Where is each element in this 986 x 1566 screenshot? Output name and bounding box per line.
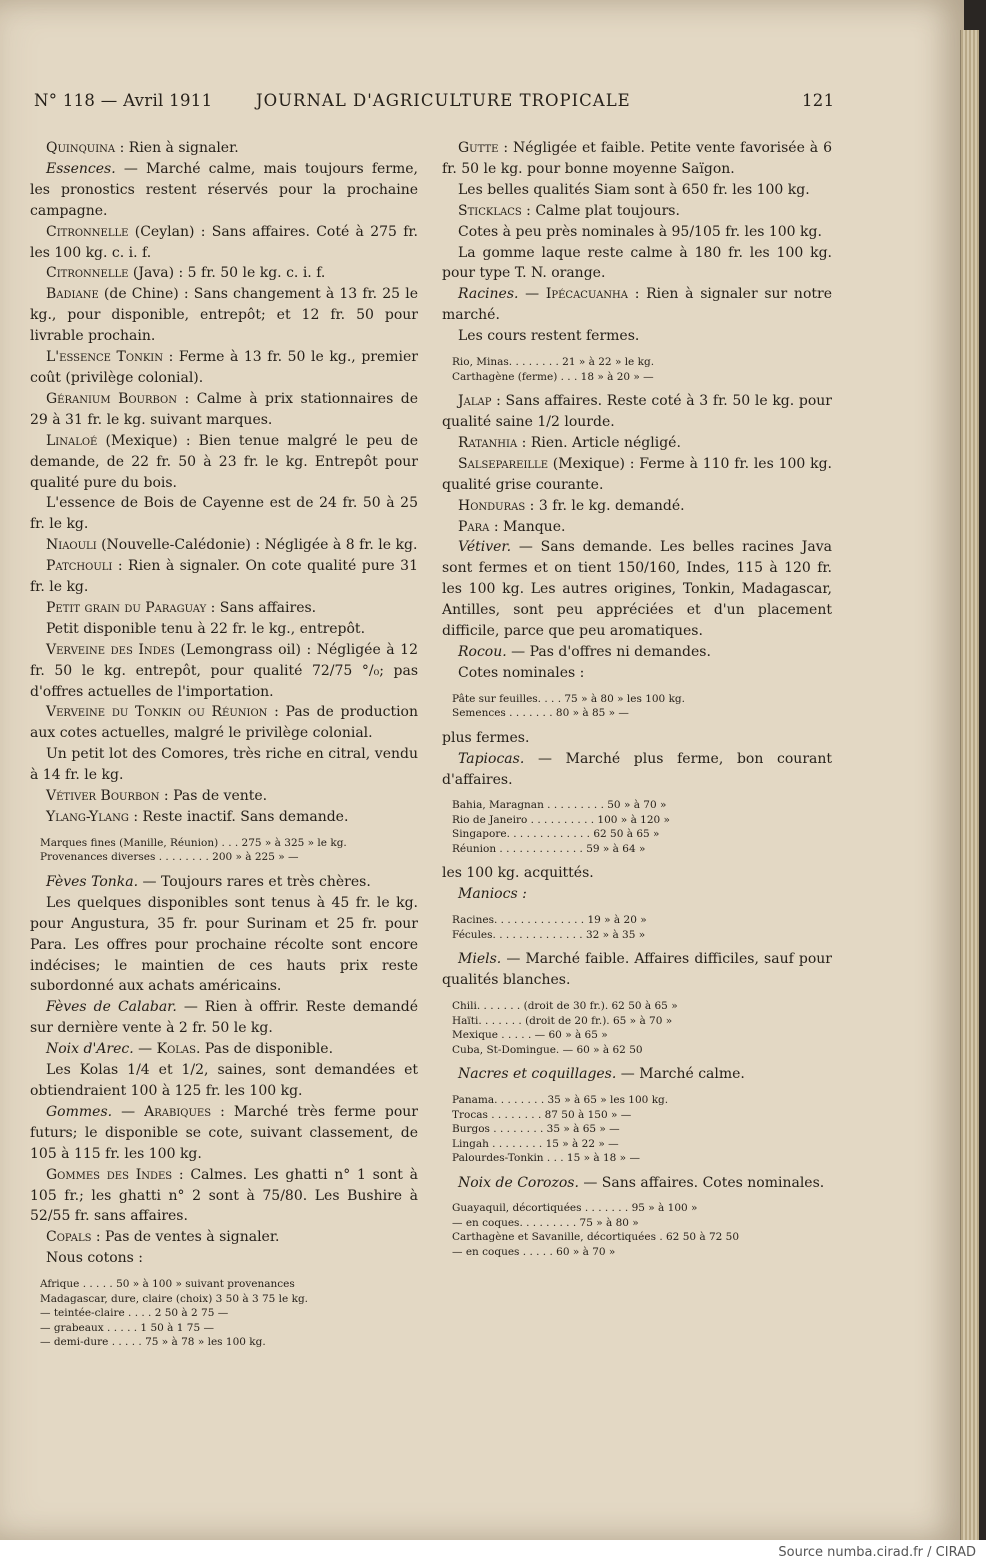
price-row: Pâte sur feuilles. . . . 75 » à 80 » les 100 kg.	[452, 692, 685, 705]
price-row: Carthagène (ferme) . . . 18 » à 20 » —	[452, 370, 654, 383]
entry-quinquina: Quinquina : Rien à signaler.	[46, 140, 239, 156]
price-row: Trocas . . . . . . . . 87 50 à 150 » —	[452, 1108, 632, 1121]
entry-sticklacs-2: Cotes à peu près nominales à 95/105 fr. les 100 kg.	[458, 223, 822, 240]
page-number: 121	[802, 91, 835, 110]
entry-essences: Essences. — Marché calme, mais toujours ferme, les pronostics restent réservés pour la prochaine campagne.	[30, 160, 418, 219]
entry-tapiocas: Tapiocas. — Marché plus ferme, bon courant d'affaires.	[442, 750, 832, 788]
entry-maniocs: Maniocs :	[458, 886, 527, 903]
source-credit: Source numba.cirad.fr / CIRAD	[0, 1540, 986, 1566]
price-row: — teintée-claire . . . . 2 50 à 2 75 —	[40, 1307, 229, 1320]
price-row: Racines. . . . . . . . . . . . . . 19 » à 20 »	[452, 914, 647, 927]
entry-comores: Un petit lot des Comores, très riche en citral, vendu à 14 fr. le kg.	[30, 746, 418, 784]
price-row: Rio de Janeiro . . . . . . . . . . 100 » à 120 »	[452, 813, 670, 826]
tapioca-price-table	[452, 798, 832, 856]
entry-ylang: Ylang-Ylang : Reste inactif. Sans demande.	[46, 809, 349, 825]
entry-rocou-2: Cotes nominales :	[458, 664, 585, 681]
entry-essence-tonkin: L'essence Tonkin : Ferme à 13 fr. 50 le kg., premier coût (privilège colonial).	[30, 349, 418, 386]
entry-tonka: Fèves Tonka. — Toujours rares et très chères.	[46, 873, 371, 890]
price-row: Fécules. . . . . . . . . . . . . . 32 » à 35 »	[452, 928, 646, 941]
entry-tonka-2: Les quelques disponibles sont tenus à 45 fr. le kg. pour Angustura, 35 fr. pour Surinam et 25 fr. pour Para. Les offres pour prochaine récolte sont encore indécises; le maintien de ces hauts prix reste subordonné aux achats américains.	[30, 894, 418, 995]
left-column	[30, 138, 418, 1357]
price-row: Singapore. . . . . . . . . . . . . 62 50 à 65 »	[452, 828, 660, 841]
price-row: Burgos . . . . . . . . 35 » à 65 » —	[452, 1123, 620, 1135]
copal-price-table	[40, 1277, 418, 1350]
price-row: Afrique . . . . . 50 » à 100 » suivant provenances	[40, 1278, 295, 1291]
entry-salsepareille: Salsepareille (Mexique) : Ferme à 110 fr. les 100 kg. qualité grise courante.	[442, 455, 832, 493]
entry-petit-grain-2: Petit disponible tenu à 22 fr. le kg., entrepôt.	[46, 620, 366, 637]
price-row: Réunion . . . . . . . . . . . . . 59 » à 64 »	[452, 842, 646, 855]
price-row: Semences . . . . . . . 80 » à 85 » —	[452, 707, 629, 720]
price-row: Mexique . . . . . — 60 » à 65 »	[452, 1029, 608, 1042]
price-row: — en coques . . . . . 60 » à 70 »	[452, 1245, 616, 1258]
price-row: Bahia, Maragnan . . . . . . . . . 50 » à 70 »	[452, 799, 667, 812]
price-row: Cuba, St-Domingue. — 60 » à 62 50	[452, 1043, 643, 1056]
price-row: Palourdes-Tonkin . . . 15 » à 18 » —	[452, 1152, 640, 1164]
ylang-price-table	[40, 836, 418, 865]
entry-vetiver-bourbon: Vétiver Bourbon : Pas de vente.	[46, 788, 268, 805]
entry-cotons: Nous cotons :	[46, 1250, 144, 1267]
entry-copals: Copals : Pas de ventes à signaler.	[46, 1229, 280, 1246]
entry-cayenne: L'essence de Bois de Cayenne est de 24 fr. 50 à 25 fr. le kg.	[30, 495, 418, 533]
ipeca-price-table	[452, 355, 832, 384]
price-row: Lingah . . . . . . . . 15 » à 22 » —	[452, 1137, 619, 1150]
miel-price-table	[452, 999, 832, 1057]
price-row: Marques fines (Manille, Réunion) . . . 275 » à 325 » le kg.	[40, 836, 347, 849]
price-row: Guayaquil, décortiquées . . . . . . . 95 » à 100 »	[452, 1202, 698, 1215]
price-row: Panama. . . . . . . . 35 » à 65 » les 100 kg.	[452, 1094, 669, 1106]
entry-arec-kolas: Noix d'Arec. — Kolas. Pas de disponible.	[46, 1041, 334, 1058]
entry-para: Para : Manque.	[458, 518, 566, 535]
entry-linaloe: Linaloé (Mexique) : Bien tenue malgré le peu de demande, de 22 fr. 50 à 23 fr. le kg. Entrepôt pour qualité pure du bois.	[30, 432, 418, 491]
entry-jalap: Jalap : Sans affaires. Reste coté à 3 fr. 50 le kg. pour qualité saine 1/2 lourde.	[442, 393, 832, 430]
entry-nacres: Nacres et coquillages. — Marché calme.	[458, 1066, 745, 1083]
entry-calabar: Fèves de Calabar. — Rien à offrir. Reste demandé sur dernière vente à 2 fr. 50 le kg.	[30, 999, 418, 1037]
entry-racines-2: Les cours restent fermes.	[458, 328, 640, 345]
price-row: Chili. . . . . . . (droit de 30 fr.). 62 50 à 65 »	[452, 1000, 678, 1013]
price-row: — demi-dure . . . . . 75 » à 78 » les 100 kg.	[40, 1336, 266, 1349]
entry-plus-fermes: plus fermes.	[442, 729, 530, 746]
price-row: Provenances diverses . . . . . . . . 200 » à 225 » —	[40, 851, 299, 864]
manioc-price-table	[452, 913, 832, 942]
price-row: Haïti. . . . . . . (droit de 20 fr.). 65 » à 70 »	[452, 1014, 673, 1027]
entry-corozos: Noix de Corozos. — Sans affaires. Cotes nominales.	[458, 1174, 825, 1191]
entry-niaouli: Niaouli (Nouvelle-Calédonie) : Négligée à 8 fr. le kg.	[46, 537, 418, 554]
entry-gutte: Gutte : Négligée et faible. Petite vente favorisée à 6 fr. 50 le kg. pour bonne moyenne Saïgon.	[442, 140, 832, 177]
entry-rocou: Rocou. — Pas d'offres ni demandes.	[458, 643, 711, 660]
corozo-price-table	[452, 1201, 832, 1259]
entry-racines: Racines. — Ipécacuanha : Rien à signaler sur notre marché.	[442, 286, 832, 324]
entry-verveine-indes: Verveine des Indes (Lemongrass oil) : Négligée à 12 fr. 50 le kg. entrepôt, pour qualité 72/75 °/₀; pas d'offres actuelles de l'importation.	[30, 641, 418, 700]
entry-badiane: Badiane (de Chine) : Sans changement à 13 fr. 25 le kg., pour disponible, entrepôt; et 12 fr. 50 pour livrable prochain.	[30, 286, 418, 345]
entry-vetiver: Vétiver. — Sans demande. Les belles racines Java sont fermes et on tient 150/160, Indes, 115 à 120 fr. les 100 kg. Les autres origines, Tonkin, Madagascar, Antilles, sont peu appréciées et d'un placement difficile, parce que peu aromatiques.	[442, 539, 832, 640]
book-spine-edge	[960, 30, 979, 1540]
entry-ratanhia: Ratanhia : Rien. Article négligé.	[458, 434, 681, 451]
entry-honduras: Honduras : 3 fr. le kg. demandé.	[458, 497, 685, 514]
entry-citronnelle-java: Citronnelle (Java) : 5 fr. 50 le kg. c. i. f.	[46, 265, 326, 282]
entry-petit-grain: Petit grain du Paraguay : Sans affaires.	[46, 599, 317, 616]
entry-miels: Miels. — Marché faible. Affaires difficiles, sauf pour qualités blanches.	[442, 951, 832, 989]
entry-verveine-tonkin: Verveine du Tonkin ou Réunion : Pas de production aux cotes actuelles, malgré le privilège colonial.	[30, 704, 418, 742]
price-row: Madagascar, dure, claire (choix) 3 50 à 3 75 le kg.	[40, 1292, 309, 1305]
entry-acquittes: les 100 kg. acquittés.	[442, 865, 594, 882]
entry-kolas: Les Kolas 1/4 et 1/2, saines, sont demandées et obtiendraient 100 à 125 fr. les 100 kg.	[30, 1062, 418, 1099]
price-row: — grabeaux . . . . . 1 50 à 1 75 —	[40, 1321, 214, 1334]
entry-geranium: Géranium Bourbon : Calme à prix stationnaires de 29 à 31 fr. le kg. suivant marques.	[30, 390, 418, 428]
entry-gommes: Gommes. — Arabiques : Marché très ferme pour futurs; le disponible se cote, suivant classement, de 105 à 115 fr. les 100 kg.	[30, 1103, 419, 1162]
rocou-price-table	[452, 692, 832, 721]
right-column	[442, 138, 832, 1266]
issue-number: N° 118 — Avril 1911	[34, 91, 213, 110]
price-row: Rio, Minas. . . . . . . . 21 » à 22 » le kg.	[452, 356, 655, 369]
journal-title: JOURNAL D'AGRICULTURE TROPICALE	[256, 91, 631, 110]
entry-gutte-2: Les belles qualités Siam sont à 650 fr. les 100 kg.	[458, 181, 810, 198]
entry-patchouli: Patchouli : Rien à signaler. On cote qualité pure 31 fr. le kg.	[30, 558, 418, 596]
price-row: Carthagène et Savanille, décortiquées . 62 50 à 72 50	[452, 1231, 740, 1244]
entry-gommes-indes: Gommes des Indes : Calmes. Les ghatti n° 1 sont à 105 fr.; les ghatti n° 2 sont à 75/80. Les Bushire à 52/55 fr. sans affaires.	[30, 1166, 418, 1225]
entry-gomme-laque: La gomme laque reste calme à 180 fr. les 100 kg. pour type T. N. orange.	[442, 244, 832, 282]
price-row: — en coques. . . . . . . . . 75 » à 80 »	[452, 1216, 639, 1229]
entry-sticklacs: Sticklacs : Calme plat toujours.	[458, 202, 680, 219]
entry-citronnelle-ceylan: Citronnelle (Ceylan) : Sans affaires. Coté à 275 fr. les 100 kg. c. i. f.	[30, 223, 418, 261]
nacre-price-table	[452, 1093, 832, 1166]
